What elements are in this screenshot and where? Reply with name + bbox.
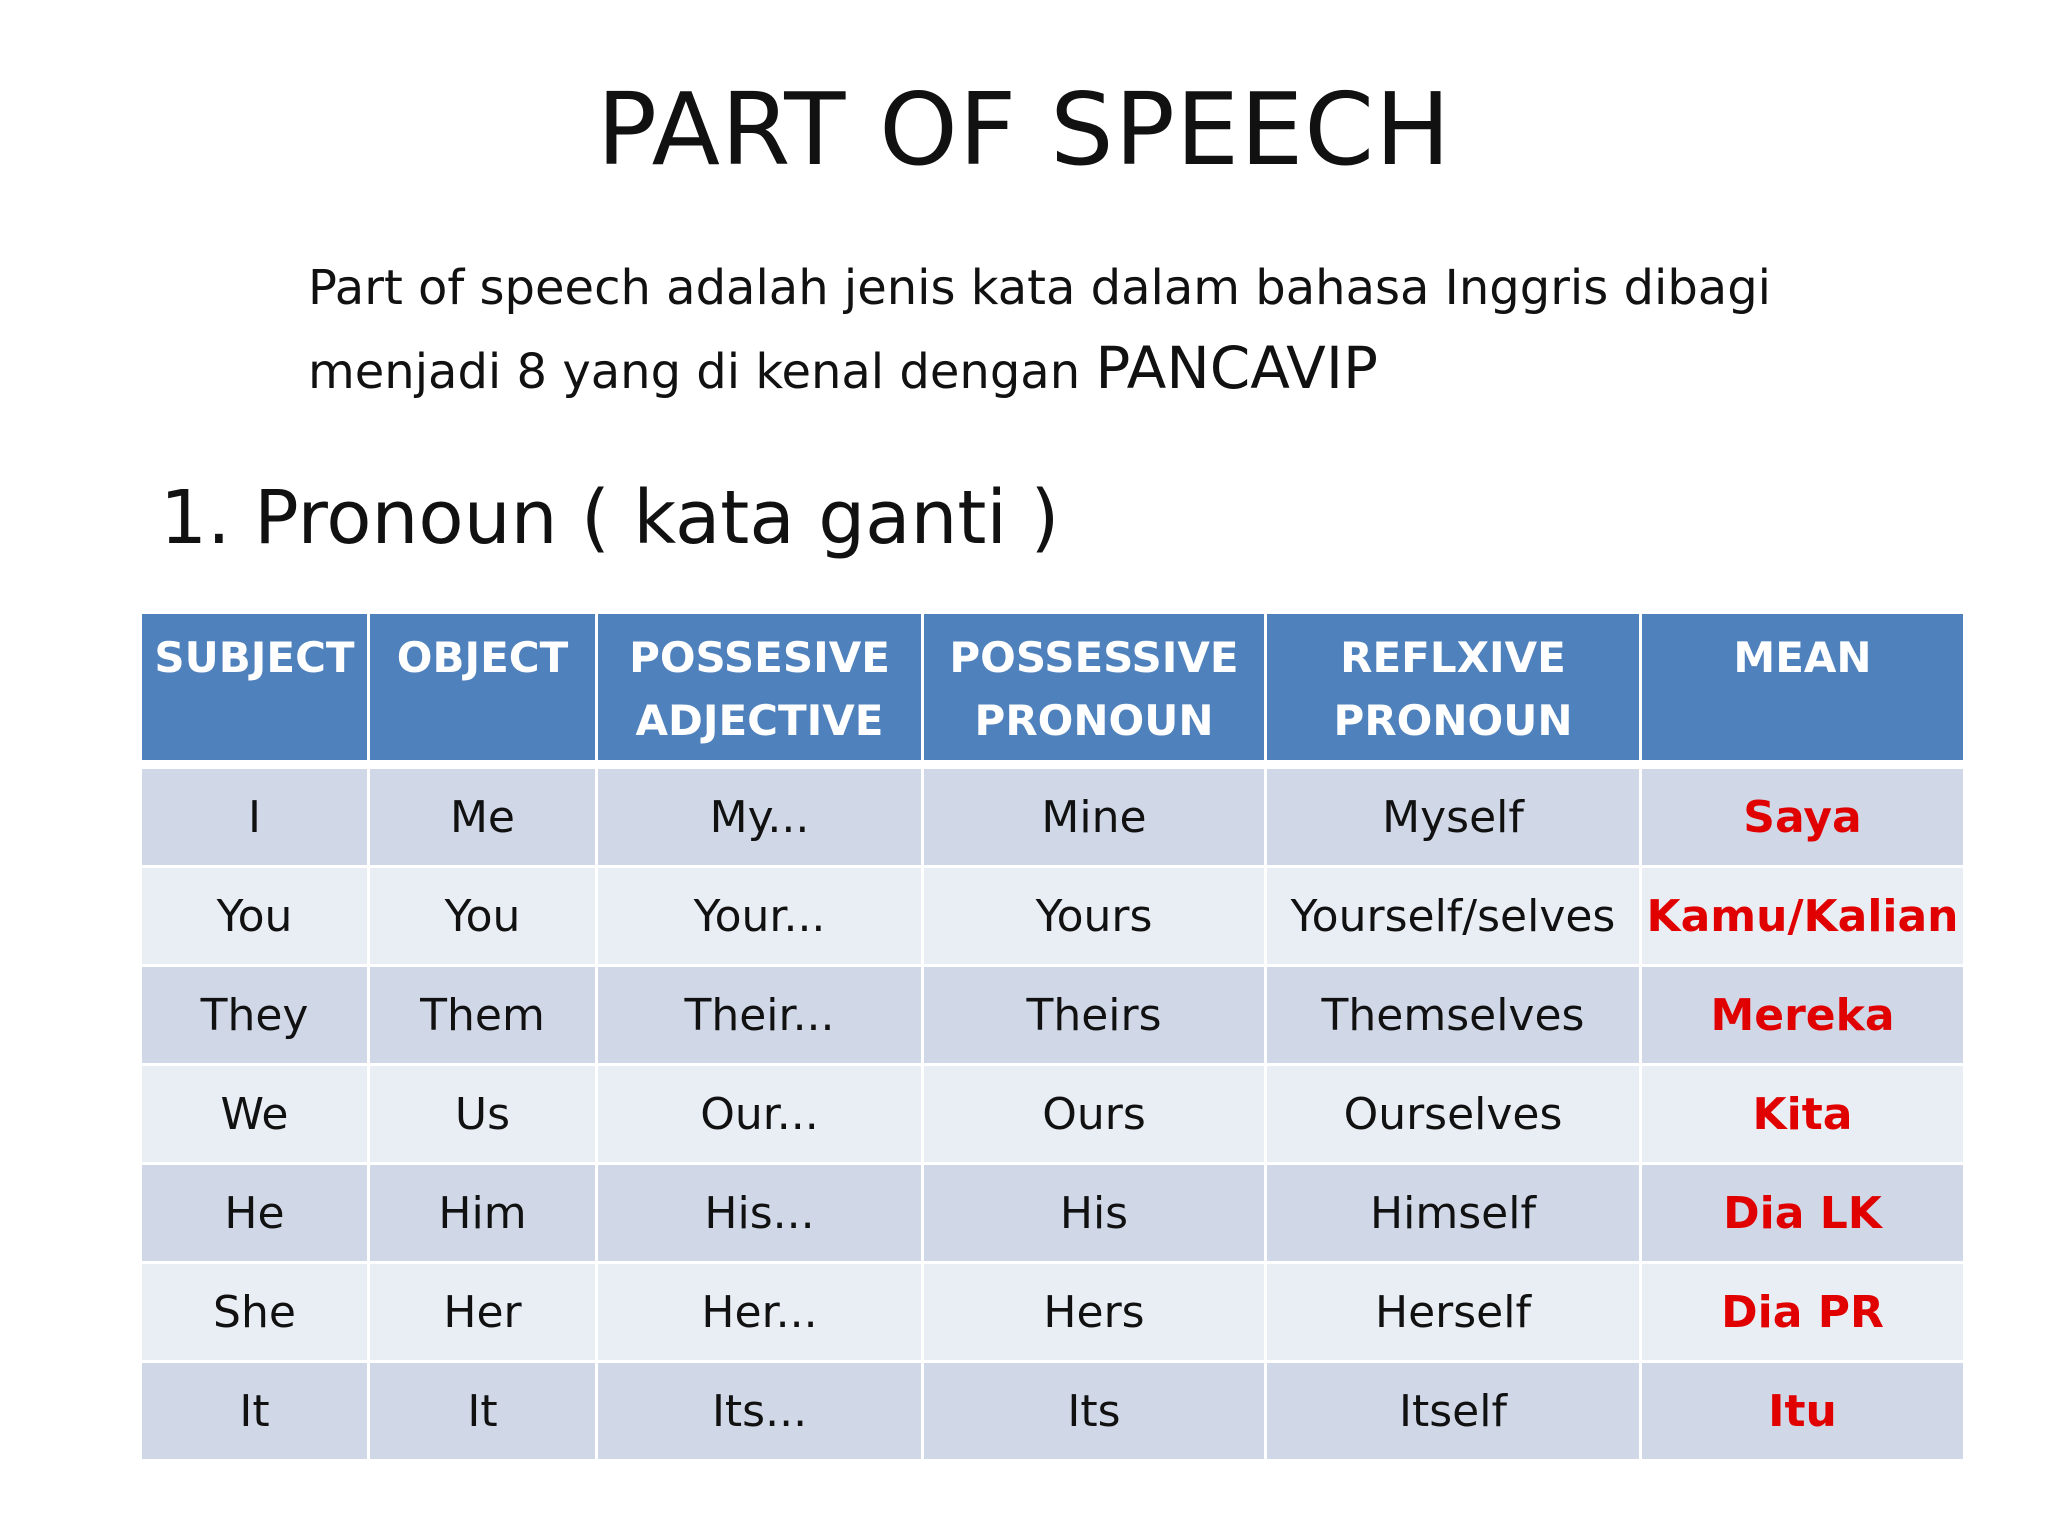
section-heading: 1. Pronoun ( kata ganti ) [160,475,1060,561]
cell-reflexive-pronoun: Yourself/selves [1267,868,1639,964]
pronoun-table [139,611,1966,1462]
header-reflexive-pronoun: REFLXIVE PRONOUN [1267,614,1639,766]
cell-possessive-pronoun: Theirs [924,967,1264,1063]
cell-subject: He [142,1165,367,1261]
table-row [142,967,1963,1063]
cell-possessive-adjective: Our... [598,1066,921,1162]
table-row [142,1066,1963,1162]
table-row [142,1264,1963,1360]
cell-object: Her [370,1264,595,1360]
cell-reflexive-pronoun: Ourselves [1267,1066,1639,1162]
cell-mean: Kamu/Kalian [1642,868,1963,964]
intro-line-1: Part of speech adalah jenis kata dalam bahasa Inggris dibagi [308,260,1772,316]
cell-object: You [370,868,595,964]
table-row [142,868,1963,964]
intro-paragraph [308,248,1808,412]
cell-possessive-adjective: My... [598,769,921,865]
cell-subject: I [142,769,367,865]
slide-title: PART OF SPEECH [596,71,1452,188]
cell-possessive-pronoun: Mine [924,769,1264,865]
header-subject: SUBJECT [142,614,367,766]
cell-reflexive-pronoun: Itself [1267,1363,1639,1459]
cell-mean: Mereka [1642,967,1963,1063]
cell-subject: You [142,868,367,964]
cell-reflexive-pronoun: Myself [1267,769,1639,865]
table-row [142,769,1963,865]
cell-possessive-adjective: Their... [598,967,921,1063]
cell-possessive-adjective: Her... [598,1264,921,1360]
cell-possessive-adjective: Its... [598,1363,921,1459]
header-mean: MEAN [1642,614,1963,766]
intro-line-2: menjadi 8 yang di kenal dengan [308,344,1096,400]
cell-possessive-pronoun: Ours [924,1066,1264,1162]
header-possessive-pronoun: POSSESSIVE PRONOUN [924,614,1264,766]
cell-subject: She [142,1264,367,1360]
cell-mean: Saya [1642,769,1963,865]
cell-object: Them [370,967,595,1063]
table-row [142,1165,1963,1261]
cell-mean: Dia LK [1642,1165,1963,1261]
cell-possessive-pronoun: His [924,1165,1264,1261]
cell-object: Me [370,769,595,865]
cell-subject: It [142,1363,367,1459]
cell-possessive-adjective: Your... [598,868,921,964]
cell-mean: Itu [1642,1363,1963,1459]
cell-possessive-adjective: His... [598,1165,921,1261]
cell-subject: We [142,1066,367,1162]
cell-object: Him [370,1165,595,1261]
table-row [142,1363,1963,1459]
cell-reflexive-pronoun: Herself [1267,1264,1639,1360]
header-object: OBJECT [370,614,595,766]
cell-reflexive-pronoun: Themselves [1267,967,1639,1063]
cell-possessive-pronoun: Hers [924,1264,1264,1360]
cell-possessive-pronoun: Its [924,1363,1264,1459]
header-possessive-adjective: POSSESIVE ADJECTIVE [598,614,921,766]
table-header-row [142,614,1963,766]
cell-reflexive-pronoun: Himself [1267,1165,1639,1261]
cell-mean: Dia PR [1642,1264,1963,1360]
intro-brand: PANCAVIP [1095,334,1378,402]
cell-object: It [370,1363,595,1459]
cell-mean: Kita [1642,1066,1963,1162]
cell-possessive-pronoun: Yours [924,868,1264,964]
cell-subject: They [142,967,367,1063]
cell-object: Us [370,1066,595,1162]
